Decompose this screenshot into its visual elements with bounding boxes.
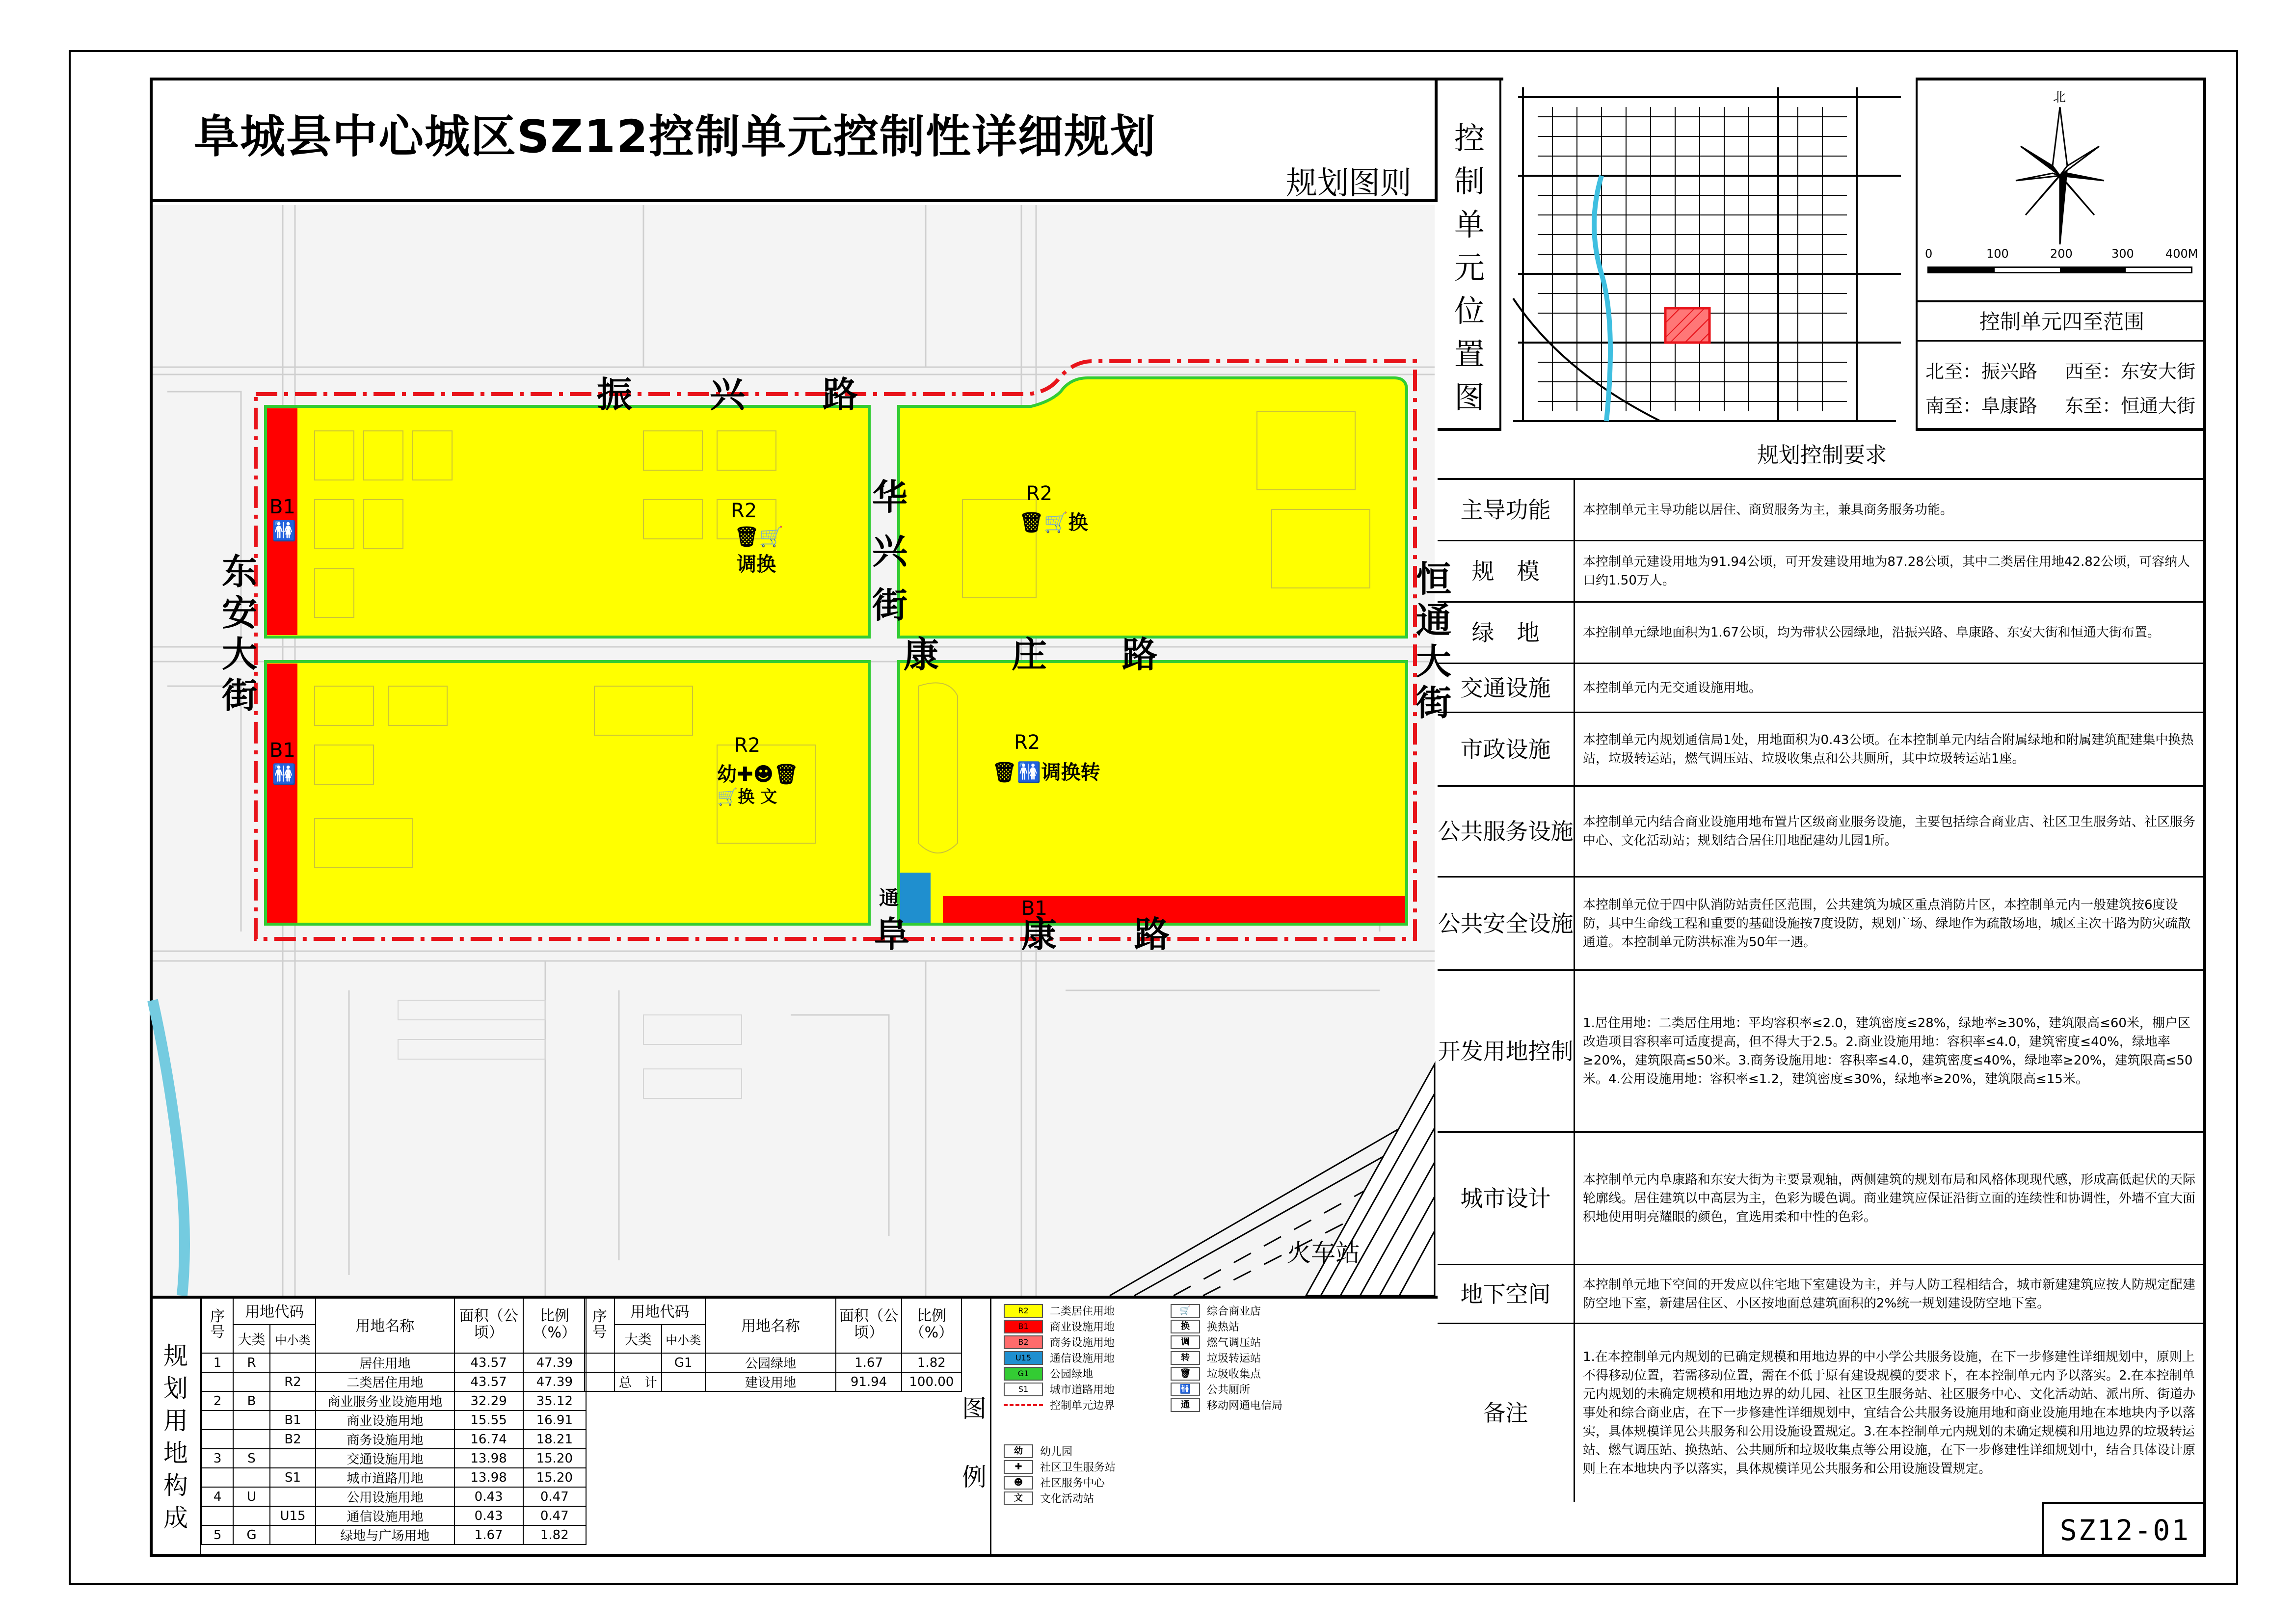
table-row <box>585 1353 961 1372</box>
landuse-table-1 <box>201 1296 587 1545</box>
req-row-traffic <box>1438 664 2206 713</box>
legend-swatch: 🗑 <box>1171 1367 1200 1381</box>
road-center-char-2: 兴 <box>872 531 908 572</box>
landuse-label-char: 用 <box>163 1407 188 1435</box>
location-label-char: 置 <box>1454 336 1485 372</box>
cell-ratio: 1.82 <box>523 1525 586 1544</box>
legend-label-text: 城市道路用地 <box>1050 1384 1115 1396</box>
legend-item <box>1004 1491 1094 1506</box>
legend-label-text: 燃气调压站 <box>1207 1337 1261 1349</box>
north-arrow-icon <box>2006 102 2114 249</box>
legend-swatch <box>1004 1404 1043 1406</box>
req-row-function <box>1438 480 2206 541</box>
cell-seq: 3 <box>202 1449 233 1468</box>
req-row-notes <box>1438 1324 2206 1502</box>
th-area: 面积（公顷） <box>836 1296 901 1353</box>
cell-major: U <box>233 1487 270 1506</box>
location-map-canvas <box>1503 78 1916 431</box>
req-text: 本控制单元地下空间的开发应以住宅地下室建设为主，并与人防工程相结合，城市新建建筑应按人防规定配建防空地下室，新建居住区、小区按地面总建筑面积的2%统一规划建设防空地下室。 <box>1583 1277 2196 1311</box>
cell-major: G <box>233 1525 270 1544</box>
requirements-title: 规划控制要求 <box>1438 431 2206 480</box>
legend-label-text: 通信设施用地 <box>1050 1353 1115 1365</box>
legend-label-text: 综合商业店 <box>1207 1305 1261 1318</box>
cell-major <box>233 1506 270 1525</box>
req-row-development <box>1438 971 2206 1133</box>
legend-swatch: R2 <box>1004 1304 1043 1318</box>
range-box <box>1916 300 2206 431</box>
req-text: 本控制单元位于四中队消防站责任区范围，公共建筑为城区重点消防片区，本控制单元内一般建筑按6度设防，其中生命线工程和重要的基础设施按7度设防，规划广场、绿地作为疏散场地，城区主次干路为防灾疏散通道。本控制单元防洪标准为50年一遇。 <box>1583 897 2191 950</box>
legend-swatch: 通 <box>1171 1398 1200 1412</box>
cell-ratio: 100.00 <box>902 1372 961 1391</box>
location-label-char: 制 <box>1454 163 1485 199</box>
cell-ratio: 18.21 <box>523 1430 586 1449</box>
landuse-label-char: 成 <box>163 1504 188 1532</box>
legend-label-text: 垃圾转运站 <box>1207 1353 1261 1365</box>
road-middle-char-3: 路 <box>1122 634 1158 675</box>
cell-minor: S1 <box>270 1468 316 1487</box>
req-label: 开发用地控制 <box>1438 971 1575 1131</box>
cell-name: 商业设施用地 <box>316 1411 454 1430</box>
scale-tick-300: 300 <box>2111 247 2134 261</box>
parcel-code-r2-ne: R2 <box>1026 482 1053 505</box>
req-label: 公共服务设施 <box>1438 787 1575 876</box>
landuse-label-char: 划 <box>163 1374 188 1403</box>
location-label-char: 单 <box>1454 207 1485 242</box>
legend-item <box>1004 1459 1116 1474</box>
req-text: 本控制单元内规划通信局1处，用地面积为0.43公顷。在本控制单元内结合附属绿地和附属建筑配建集中换热站，垃圾转运站，燃气调压站、垃圾收集点和公共厕所，其中垃圾转运站1座。 <box>1583 732 2194 766</box>
cell-area: 1.67 <box>454 1525 523 1544</box>
legend-swatch: S1 <box>1004 1383 1043 1396</box>
road-center-char-3: 街 <box>872 585 908 626</box>
scale-tick-0: 0 <box>1925 247 1933 261</box>
cell-seq <box>585 1372 614 1391</box>
location-label-char: 元 <box>1454 250 1485 286</box>
legend-swatch: ☻ <box>1004 1476 1033 1490</box>
table-row <box>202 1468 586 1487</box>
cell-minor <box>270 1391 316 1411</box>
legend-item <box>1171 1303 1261 1318</box>
cell-minor <box>270 1525 316 1544</box>
cell-minor: G1 <box>662 1353 705 1372</box>
cell-ratio: 16.91 <box>523 1411 586 1430</box>
cell-area: 15.55 <box>454 1411 523 1430</box>
road-north-char-3: 路 <box>823 374 858 415</box>
th-code: 用地代码 <box>614 1296 705 1325</box>
range-west: 西至：东安大街 <box>2065 361 2196 382</box>
cell-minor <box>270 1353 316 1372</box>
legend-swatch: G1 <box>1004 1367 1043 1381</box>
cell-name: 建设用地 <box>705 1372 836 1391</box>
parcel-fac-r2-nw-extra: 调换 <box>737 553 776 576</box>
cell-area: 1.67 <box>836 1353 901 1372</box>
th-name: 用地名称 <box>316 1296 454 1353</box>
parcel-sw[interactable] <box>266 662 869 924</box>
table-row <box>202 1372 586 1391</box>
location-label-char: 位 <box>1454 293 1485 329</box>
th-area: 面积（公顷） <box>454 1296 523 1353</box>
req-label: 备注 <box>1438 1324 1575 1502</box>
cell-name: 城市道路用地 <box>316 1468 454 1487</box>
road-north-char-2: 兴 <box>710 374 746 415</box>
cell-major: 总 计 <box>614 1372 662 1391</box>
req-row-scale <box>1438 541 2206 603</box>
th-seq: 序号 <box>585 1296 614 1353</box>
cell-area: 91.94 <box>836 1372 901 1391</box>
road-west-char-1: 东 <box>221 551 257 592</box>
parcel-code-r2-se: R2 <box>1014 731 1041 754</box>
legend-label-text: 社区服务中心 <box>1040 1477 1105 1490</box>
req-text: 1.在本控制单元内规划的已确定规模和用地边界的中小学公共服务设施，在下一步修建性详细规划中，原则上不得移动位置，若需移动位置，需在不低于原有建设规模的要求下，在本控制单元内予以落实。2.在本控制单元内规划的未确定规模和用地边界的幼儿园、社区卫生服务站、社区服务中心、文化活动站、派出所、街道办事处和综合商业店，在下一步修建性详细规划中，宜结合公共服务设施用地和商业设施用地在本地块内予以落实，具体规模详见公共服务和公用设施设置规定。3.在本控制单元内规划的未确定规模和用地边界的垃圾转运站、燃气调压站、换热站、公共厕所和垃圾收集点等公用设施，在下一步修建性详细规划中，结合具体设计原则上在本地块内予以落实，具体规模详见公共服务和公用设施设置规定。 <box>1583 1350 2196 1476</box>
cell-seq: 5 <box>202 1525 233 1544</box>
legend-item <box>1004 1303 1115 1318</box>
landuse-table-2 <box>584 1296 962 1392</box>
cell-area: 13.98 <box>454 1468 523 1487</box>
cell-minor <box>270 1449 316 1468</box>
road-north-char-1: 振 <box>597 374 633 415</box>
th-name: 用地名称 <box>705 1296 836 1353</box>
landuse-label-char: 构 <box>163 1471 188 1500</box>
req-text: 本控制单元建设用地为91.94公顷，可开发建设用地为87.28公顷，其中二类居住用地42.82公顷，可容纳人口约1.50万人。 <box>1583 555 2190 588</box>
cell-name: 商业服务业设施用地 <box>316 1391 454 1411</box>
cell-major: R <box>233 1353 270 1372</box>
legend-label-char: 图 <box>962 1394 987 1423</box>
parcel-b1-south[interactable] <box>943 896 1405 923</box>
road-middle-char-2: 庄 <box>1012 634 1047 675</box>
legend-swatch: B2 <box>1004 1335 1043 1349</box>
legend-item <box>1171 1350 1261 1365</box>
cell-area: 13.98 <box>454 1449 523 1468</box>
sheet-code: SZ12-01 <box>2042 1502 2206 1557</box>
legend-label-text: 文化活动站 <box>1040 1493 1095 1505</box>
cell-seq: 1 <box>202 1353 233 1372</box>
req-text: 本控制单元内无交通设施用地。 <box>1583 680 1762 695</box>
parcel-se[interactable] <box>899 662 1407 924</box>
table-row <box>202 1430 586 1449</box>
range-east: 东至：恒通大街 <box>2065 395 2196 417</box>
parcel-fac-r2-se: 🗑🚻调换转 <box>992 761 1100 784</box>
road-center-label <box>870 470 909 632</box>
planning-map[interactable] <box>153 205 1451 1296</box>
cell-area: 0.43 <box>454 1506 523 1525</box>
location-label-char: 图 <box>1454 379 1485 415</box>
scale-tick-100: 100 <box>1986 247 2009 261</box>
parcel-fac-r2-sw-extra: 🛒换 文 <box>717 787 777 807</box>
req-label: 主导功能 <box>1438 480 1575 540</box>
req-label: 城市设计 <box>1438 1133 1575 1264</box>
req-text: 本控制单元绿地面积为1.67公顷，均为带状公园绿地，沿振兴路、阜康路、东安大街和恒通大街布置。 <box>1583 625 2160 640</box>
parcel-fac-b1-north: 🚻 <box>272 520 296 542</box>
cell-area: 0.43 <box>454 1487 523 1506</box>
legend-item <box>1004 1334 1115 1350</box>
cell-major <box>614 1353 662 1372</box>
cell-area: 32.29 <box>454 1391 523 1411</box>
road-middle-char-1: 康 <box>904 634 939 675</box>
page-title: 阜城县中心城区SZ12控制单元控制性详细规划 <box>194 110 1156 163</box>
cell-name: 居住用地 <box>316 1353 454 1372</box>
cell-name: 公用设施用地 <box>316 1487 454 1506</box>
th-seq: 序号 <box>202 1296 233 1353</box>
legend-item <box>1171 1382 1250 1397</box>
th-ratio: 比例（%） <box>523 1296 586 1353</box>
road-south-char-1: 阜 <box>874 914 910 955</box>
req-text: 本控制单元主导功能以居住、商贸服务为主，兼具商务服务功能。 <box>1583 503 1953 517</box>
cell-seq: 4 <box>202 1487 233 1506</box>
req-row-safety <box>1438 878 2206 971</box>
legend-swatch: 幼 <box>1004 1444 1033 1458</box>
legend-label-text: 公园绿地 <box>1050 1368 1094 1381</box>
cell-major <box>233 1372 270 1391</box>
cell-major <box>233 1468 270 1487</box>
cell-ratio: 0.47 <box>523 1487 586 1506</box>
scale-bar <box>1927 266 2192 273</box>
cell-ratio: 15.20 <box>523 1468 586 1487</box>
cell-minor <box>270 1487 316 1506</box>
scale-tick-400: 400M <box>2165 247 2198 261</box>
parcel-code-r2-nw: R2 <box>731 500 757 522</box>
legend-item <box>1004 1475 1105 1490</box>
cell-major <box>233 1430 270 1449</box>
legend-swatch: 🛒 <box>1171 1304 1200 1318</box>
th-ratio: 比例（%） <box>902 1296 961 1353</box>
location-label-char: 控 <box>1454 120 1485 156</box>
cell-name: 公园绿地 <box>705 1353 836 1372</box>
legend-label-text: 幼儿园 <box>1040 1446 1073 1458</box>
parcel-code-b1-north: B1 <box>269 496 295 518</box>
req-row-green <box>1438 603 2206 664</box>
cell-seq: 2 <box>202 1391 233 1411</box>
road-west-char-2: 安 <box>221 592 257 634</box>
parcel-code-b1-west: B1 <box>269 739 295 762</box>
legend-swatch: B1 <box>1004 1320 1043 1333</box>
legend-label-text: 商务设施用地 <box>1050 1337 1115 1349</box>
th-minor: 中小类 <box>662 1325 705 1353</box>
legend-item <box>1004 1397 1115 1412</box>
th-code: 用地代码 <box>233 1296 316 1325</box>
cell-minor <box>662 1372 705 1391</box>
table-row <box>585 1372 961 1391</box>
page-subtitle: 规划图则 <box>1286 165 1412 202</box>
cell-area: 43.57 <box>454 1372 523 1391</box>
parcel-code-r2-sw: R2 <box>734 734 761 757</box>
road-west-char-3: 大 <box>221 634 257 675</box>
cell-ratio: 15.20 <box>523 1449 586 1468</box>
legend-swatch: 调 <box>1171 1335 1200 1349</box>
table-row <box>202 1353 586 1372</box>
cell-name: 二类居住用地 <box>316 1372 454 1391</box>
th-major: 大类 <box>233 1325 270 1353</box>
legend-item <box>1171 1319 1239 1334</box>
th-major: 大类 <box>614 1325 662 1353</box>
parcel-fac-r2-nw: 🗑🛒 <box>734 526 784 548</box>
range-south: 南至：阜康路 <box>1925 395 2038 417</box>
landuse-label-char: 地 <box>163 1439 188 1467</box>
parcel-code-telecom: 通 <box>879 887 899 909</box>
table-row <box>202 1525 586 1544</box>
cell-area: 16.74 <box>454 1430 523 1449</box>
legend-label-text: 社区卫生服务站 <box>1040 1462 1116 1474</box>
road-west-label <box>220 551 259 716</box>
cell-ratio: 47.39 <box>523 1353 586 1372</box>
cell-seq <box>202 1411 233 1430</box>
legend-swatch: U15 <box>1004 1351 1043 1365</box>
req-row-municipal <box>1438 713 2206 787</box>
legend-swatch: 换 <box>1171 1320 1200 1333</box>
legend-item <box>1004 1350 1115 1365</box>
landuse-label-box <box>150 1296 201 1557</box>
cell-major: S <box>233 1449 270 1468</box>
landuse-label <box>159 1340 193 1534</box>
planning-map-canvas <box>153 205 1435 1296</box>
parcel-fac-r2-sw: 幼✚☻🗑 <box>717 763 799 786</box>
cell-seq <box>202 1372 233 1391</box>
cell-name: 交通设施用地 <box>316 1449 454 1468</box>
req-label: 绿 地 <box>1438 603 1575 663</box>
road-east-char-2: 通 <box>1415 600 1451 641</box>
cell-ratio: 1.82 <box>902 1353 961 1372</box>
req-label: 交通设施 <box>1438 664 1575 712</box>
location-map[interactable] <box>1503 78 1916 431</box>
cell-minor: R2 <box>270 1372 316 1391</box>
req-label: 公共安全设施 <box>1438 878 1575 969</box>
legend-label-text: 垃圾收集点 <box>1207 1368 1261 1381</box>
cell-ratio: 0.47 <box>523 1506 586 1525</box>
location-label-box <box>1438 78 1501 431</box>
range-title: 控制单元四至范围 <box>1918 302 2206 342</box>
req-label: 规 模 <box>1438 541 1575 601</box>
road-south-char-2: 康 <box>1021 914 1057 955</box>
table-row <box>202 1506 586 1525</box>
road-east-char-3: 大 <box>1415 641 1451 682</box>
road-west-char-4: 街 <box>221 675 257 716</box>
cell-name: 商务设施用地 <box>316 1430 454 1449</box>
legend-item <box>1171 1397 1282 1412</box>
legend-label-text: 商业设施用地 <box>1050 1321 1115 1333</box>
scale-tick-200: 200 <box>2050 247 2073 261</box>
road-center-char-1: 华 <box>872 477 908 518</box>
legend-item <box>1004 1443 1072 1459</box>
table-row <box>202 1449 586 1468</box>
range-north: 北至：振兴路 <box>1925 361 2038 382</box>
parcel-b1-west[interactable] <box>267 664 297 923</box>
parcel-nw[interactable] <box>266 406 869 637</box>
cell-major: B <box>233 1391 270 1411</box>
legend-swatch: ✚ <box>1004 1460 1033 1474</box>
cell-seq <box>585 1353 614 1372</box>
landuse-label-char: 规 <box>163 1342 188 1370</box>
cell-area: 43.57 <box>454 1353 523 1372</box>
cell-seq <box>202 1468 233 1487</box>
req-text: 1.居住用地：二类居住用地：平均容积率≤2.0，建筑密度≤28%，绿地率≥30%，建筑限高≤60米，棚户区改造项目容积率可适度提高，但不得大于2.5。2.商业设施用地：容积率≤4.0，建筑密度≤40%，绿地率≥20%，建筑限高≤50米。3.商务设施用地：容积率≤4.0，建筑密度≤40%，绿地率≥20%，建筑限高≤50米。4.公用设施用地：容积率≤1.2，建筑密度≤30%，绿地率≥20%，建筑限高≤15米。 <box>1583 1015 2193 1087</box>
legend-label-text: 公共厕所 <box>1207 1384 1251 1396</box>
req-row-urban-design <box>1438 1133 2206 1265</box>
cell-minor: B2 <box>270 1430 316 1449</box>
req-row-public-service <box>1438 787 2206 878</box>
legend-item <box>1171 1366 1261 1381</box>
req-row-underground <box>1438 1265 2206 1324</box>
table-row <box>202 1411 586 1430</box>
legend-label-text: 移动网通电信局 <box>1207 1400 1283 1412</box>
parcel-code-b1-south: B1 <box>1021 897 1047 920</box>
req-text: 本控制单元内阜康路和东安大街为主要景观轴，两侧建筑的规划布局和风格体现现代感，形成高低起伏的天际轮廓线。居住建筑以中高层为主，色彩为暖色调。商业建筑应保证沿街立面的连续性和协调性，外墙不宜大面积地使用明亮耀眼的颜色，宜选用柔和中性的色彩。 <box>1583 1172 2196 1225</box>
compass-scale-box <box>1916 78 2206 302</box>
legend-item <box>1004 1319 1115 1334</box>
station-label: 火车站 <box>1286 1239 1360 1267</box>
cell-seq <box>202 1430 233 1449</box>
parcel-fac-b1-west: 🚻 <box>272 763 296 786</box>
table-row <box>202 1487 586 1506</box>
legend-swatch: 文 <box>1004 1491 1033 1505</box>
legend-label-text: 控制单元边界 <box>1050 1400 1115 1412</box>
cell-ratio: 35.12 <box>523 1391 586 1411</box>
th-minor: 中小类 <box>270 1325 316 1353</box>
legend-label <box>957 1374 991 1512</box>
legend-label-text: 二类居住用地 <box>1050 1305 1115 1318</box>
legend-item <box>1004 1366 1093 1381</box>
cell-ratio: 47.39 <box>523 1372 586 1391</box>
legend-item <box>1171 1334 1261 1350</box>
cell-minor: U15 <box>270 1506 316 1525</box>
legend-label-char: 例 <box>962 1463 987 1491</box>
cell-name: 通信设施用地 <box>316 1506 454 1525</box>
legend-swatch: 转 <box>1171 1351 1200 1365</box>
legend-swatch: 🚻 <box>1171 1383 1200 1396</box>
north-label: 北 <box>2053 90 2066 105</box>
parcel-fac-r2-ne: 🗑🛒换 <box>1019 511 1088 534</box>
req-text: 本控制单元内结合商业设施用地布置片区级商业服务设施，主要包括综合商业店、社区卫生服务站、社区服务中心、文化活动站；规划结合居住用地配建幼儿园1所。 <box>1583 815 2196 848</box>
road-east-char-4: 街 <box>1415 682 1451 723</box>
road-east-char-1: 恒 <box>1415 559 1451 600</box>
legend-item <box>1004 1382 1115 1397</box>
cell-minor: B1 <box>270 1411 316 1430</box>
road-south-char-3: 路 <box>1134 914 1170 955</box>
table-row <box>202 1391 586 1411</box>
cell-major <box>233 1411 270 1430</box>
req-label: 地下空间 <box>1438 1265 1575 1323</box>
legend-label-box <box>955 1296 991 1557</box>
cell-seq <box>202 1506 233 1525</box>
location-label <box>1452 117 1487 419</box>
cell-name: 绿地与广场用地 <box>316 1525 454 1544</box>
req-label: 市政设施 <box>1438 713 1575 785</box>
legend-label-text: 换热站 <box>1207 1321 1240 1333</box>
